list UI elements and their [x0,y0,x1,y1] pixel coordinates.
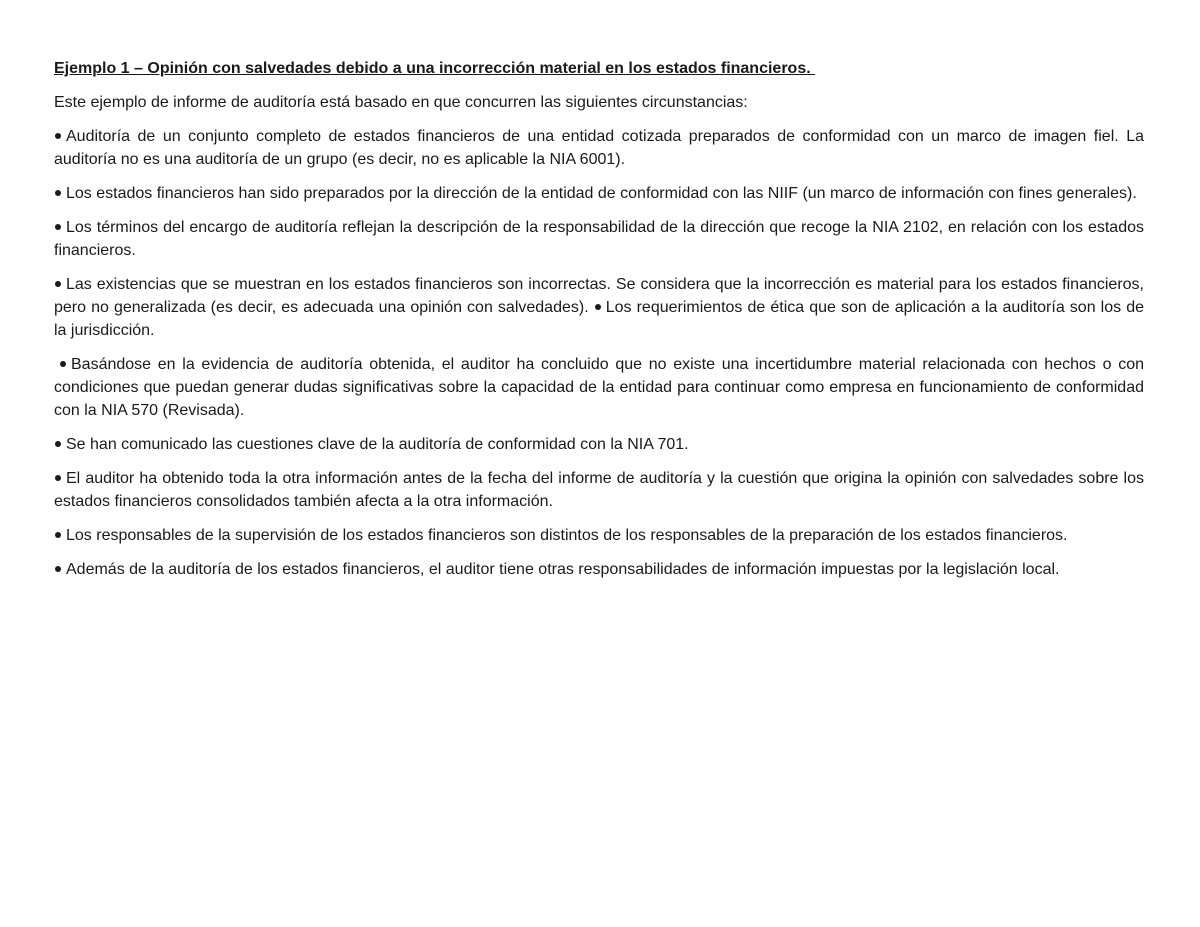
paragraph-text: Los estados financieros han sido preparados por la dirección de la entidad de conformidad con las NIIF (un marco de información con fines generales). [66,185,1137,202]
paragraph-text: Los requerimientos de ética que son de aplicación a la auditoría son los de la jurisdicción. [54,299,1144,339]
paragraph-text: Basándose en la evidencia de auditoría obtenida, el auditor ha concluido que no existe una incertidumbre material relacionada con hechos o con condiciones que puedan generar dudas significativas sobre la capacidad de la entidad para continuar como empresa en funcionamiento de conformidad con la NIA 570 (Revisada). [54,356,1144,419]
bullet-paragraph [54,353,1144,422]
bullet-paragraph [54,125,1144,171]
bullet-icon [55,190,61,196]
bullet-icon [60,361,66,367]
bullet-icon [55,532,61,538]
paragraph-text: Los responsables de la supervisión de los estados financieros son distintos de los responsables de la preparación de los estados financieros. [66,527,1068,544]
bullet-icon [55,224,61,230]
bullet-paragraph [54,467,1144,513]
bullet-paragraph [54,524,1144,547]
bullet-paragraph [54,433,1144,456]
document-page [54,57,1144,592]
bullet-paragraph [54,273,1144,342]
paragraph-text: Los términos del encargo de auditoría reflejan la descripción de la responsabilidad de la dirección que recoge la NIA 2102, en relación con los estados financieros. [54,219,1144,259]
paragraph-text: El auditor ha obtenido toda la otra información antes de la fecha del informe de auditoría y la cuestión que origina la opinión con salvedades sobre los estados financieros consolidados también afecta a la otra información. [54,470,1144,510]
paragraph-text: Se han comunicado las cuestiones clave de la auditoría de conformidad con la NIA 701. [66,436,689,453]
bullet-paragraph [54,216,1144,262]
bullet-icon [55,441,61,447]
bullet-paragraph [54,558,1144,581]
document-intro: Este ejemplo de informe de auditoría está basado en que concurren las siguientes circunstancias: [54,94,748,111]
paragraph-text: Además de la auditoría de los estados financieros, el auditor tiene otras responsabilidades de información impuestas por la legislación local. [66,561,1060,578]
bullet-icon [55,133,61,139]
bullet-icon [595,304,601,310]
bullet-icon [55,281,61,287]
paragraph-text: Auditoría de un conjunto completo de estados financieros de una entidad cotizada preparados de conformidad con un marco de imagen fiel. La auditoría no es una auditoría de un grupo (es decir, no es aplicable la NIA 6001). [54,128,1144,168]
bullet-icon [55,566,61,572]
paragraph-text: Las existencias que se muestran en los estados financieros son incorrectas. Se considera que la incorrección es material para los estados financieros, pero no generalizada (es decir, es adecuada una opinión con salvedades). [54,276,1144,316]
bullet-icon [55,475,61,481]
document-title: Ejemplo 1 – Opinión con salvedades debido a una incorrección material en los estados financieros. [54,60,816,77]
bullet-paragraph [54,182,1144,205]
